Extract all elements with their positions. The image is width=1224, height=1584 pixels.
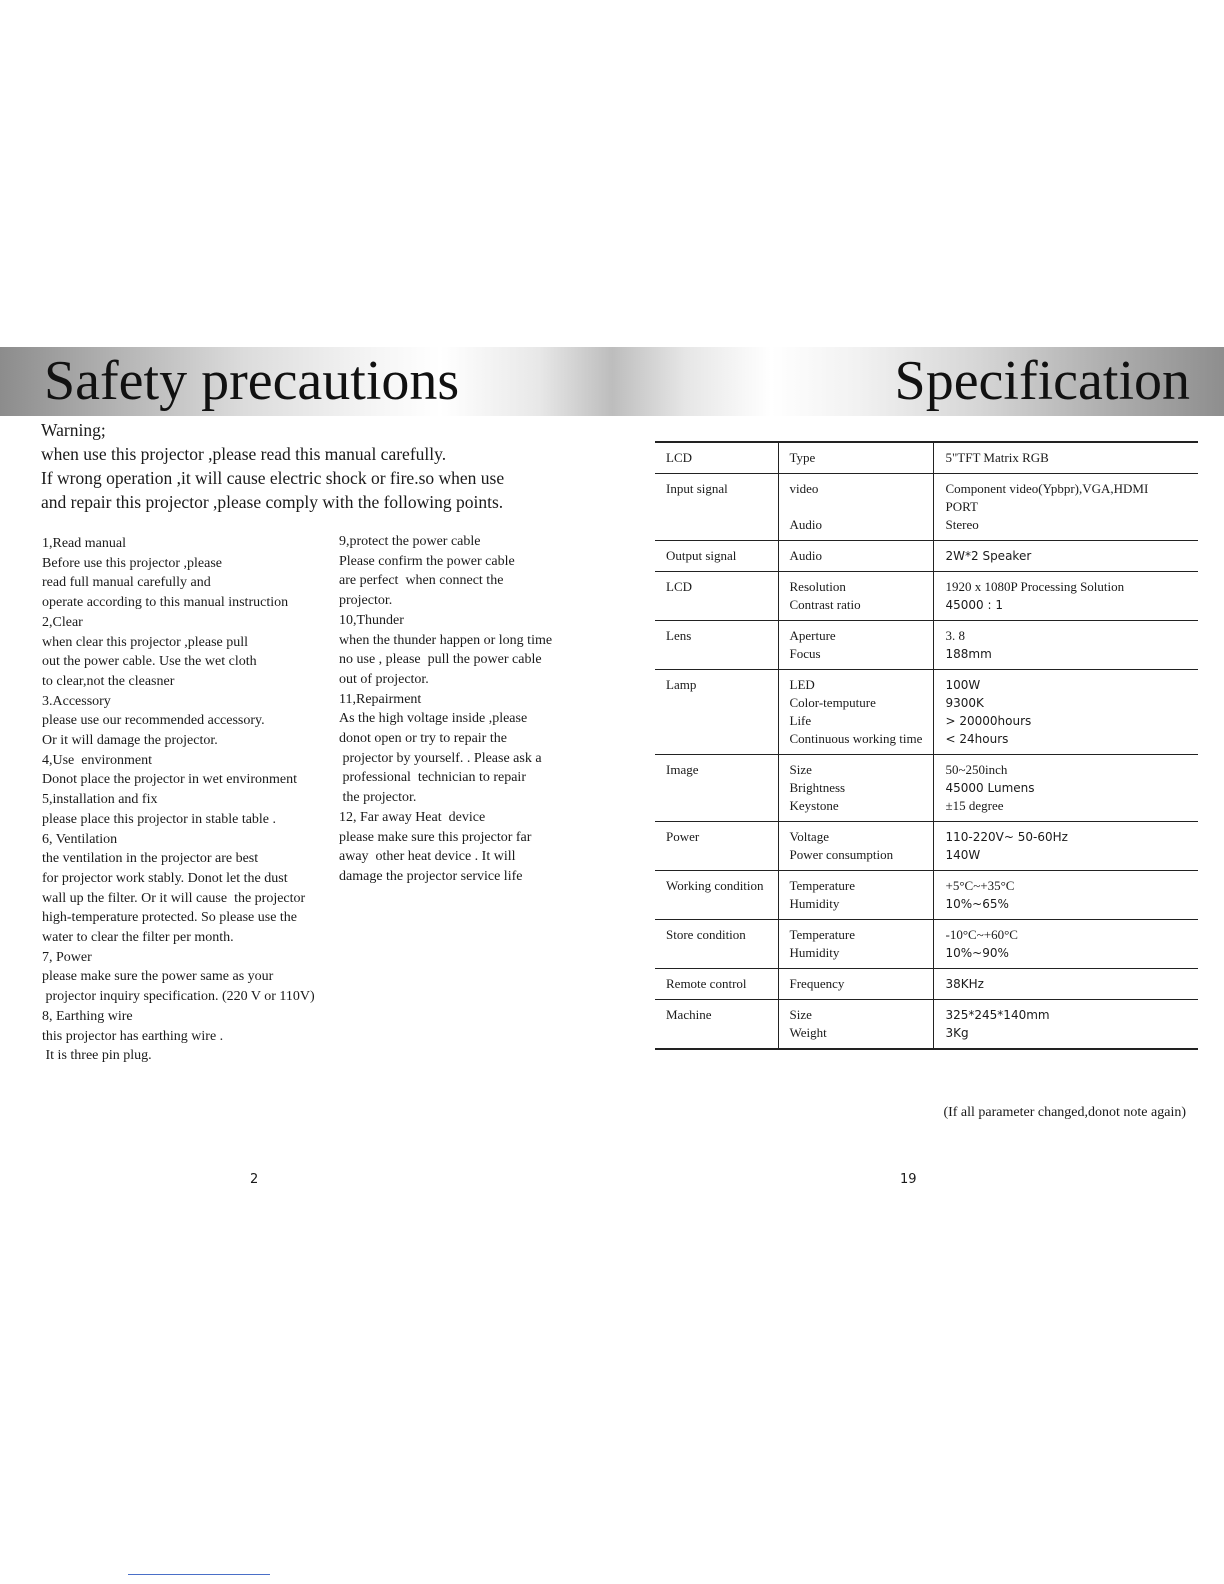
spec-category: Input signal <box>655 474 778 541</box>
precaution-line: 12, Far away Heat device <box>339 809 486 825</box>
precaution-line: As the high voltage inside ,please <box>339 711 528 727</box>
spec-items <box>778 670 933 755</box>
spec-item: Power consumption <box>789 847 894 862</box>
precaution-line: projector inquiry specification. (220 V or 110V) <box>42 989 315 1005</box>
precaution-line: It is three pin plug. <box>42 1048 152 1064</box>
spec-value: ±15 degree <box>945 798 1004 813</box>
spec-value: 325*245*140mm <box>945 1008 1050 1022</box>
spec-row <box>655 670 1198 755</box>
precautions-column-2 <box>339 532 552 887</box>
precaution-line: out the power cable. Use the wet cloth <box>42 654 257 670</box>
precaution-line: projector. <box>339 593 393 609</box>
spec-item: Keystone <box>789 798 839 813</box>
precaution-line: Please confirm the power cable <box>339 553 515 569</box>
spec-values <box>933 442 1198 474</box>
spec-row <box>655 442 1198 474</box>
spec-items <box>778 822 933 871</box>
spec-items <box>778 969 933 1000</box>
spec-item: Color-temputure <box>789 695 876 710</box>
spec-row <box>655 755 1198 822</box>
spec-item: Size <box>789 762 812 777</box>
spec-row <box>655 621 1198 670</box>
precaution-line: 1,Read manual <box>42 536 126 551</box>
spec-value: 110-220V~ 50-60Hz <box>945 830 1068 844</box>
spec-item: LED <box>789 677 815 692</box>
bottom-rule <box>128 1574 270 1575</box>
spec-item: Type <box>789 450 816 465</box>
spec-item: Focus <box>789 646 821 661</box>
spec-value: 10%~90% <box>945 946 1009 960</box>
precaution-line: high-temperature protected. So please use the <box>42 910 298 926</box>
intro-line: If wrong operation ,it will cause electric shock or fire.so when use <box>41 468 505 488</box>
spec-category: LCD <box>655 442 778 474</box>
spec-value: 2W*2 Speaker <box>945 549 1032 563</box>
spec-value: 9300K <box>945 696 984 710</box>
spec-item: Brightness <box>789 780 846 795</box>
spec-value: -10°C~+60°C <box>945 927 1018 942</box>
spec-value: 10%~65% <box>945 897 1009 911</box>
spec-value: < 24hours <box>945 732 1009 746</box>
title-banner <box>0 347 1224 416</box>
spec-note: (If all parameter changed,donot note again) <box>943 1105 1186 1120</box>
precaution-line: operate according to this manual instruction <box>42 595 289 611</box>
spec-category: Lamp <box>655 670 778 755</box>
spec-items <box>778 621 933 670</box>
precaution-line: 2,Clear <box>42 614 83 630</box>
spec-item: Size <box>789 1007 812 1022</box>
spec-value: 45000 Lumens <box>945 781 1035 795</box>
spec-value: 140W <box>945 848 981 862</box>
spec-values <box>933 621 1198 670</box>
precaution-line: donot open or try to repair the <box>339 731 507 747</box>
spec-items <box>778 871 933 920</box>
spec-items <box>778 572 933 621</box>
precaution-line: please use our recommended accessory. <box>42 713 265 729</box>
warning-intro <box>41 418 504 514</box>
precaution-line: 3.Accessory <box>42 693 111 709</box>
page-number-left: 2 <box>250 1172 259 1187</box>
spec-item: Life <box>789 713 812 728</box>
precaution-line: for projector work stably. Donot let the dust <box>42 870 288 886</box>
precautions-column-1 <box>42 534 315 1066</box>
spec-values <box>933 474 1198 541</box>
precaution-line: Donot place the projector in wet environment <box>42 772 298 788</box>
precaution-line: 6, Ventilation <box>42 831 118 847</box>
precaution-line: 5,installation and fix <box>42 792 158 808</box>
precaution-line: water to clear the filter per month. <box>42 930 234 946</box>
spec-item: Aperture <box>789 628 836 643</box>
spec-row <box>655 822 1198 871</box>
precaution-line: please make sure the power same as your <box>42 969 274 985</box>
precaution-line: the ventilation in the projector are best <box>42 851 259 867</box>
precaution-line: 7, Power <box>42 949 92 965</box>
spec-item: Frequency <box>789 976 845 991</box>
precaution-line: no use , please pull the power cable <box>339 652 542 668</box>
spec-value: > 20000hours <box>945 714 1032 728</box>
spec-item: Audio <box>789 517 822 532</box>
spec-values <box>933 871 1198 920</box>
spec-values <box>933 541 1198 572</box>
spec-item: Weight <box>789 1025 827 1040</box>
spec-values <box>933 920 1198 969</box>
precaution-line: damage the projector service life <box>339 868 523 884</box>
spec-value: 45000 : 1 <box>945 598 1003 612</box>
precaution-line: out of projector. <box>339 671 429 687</box>
spec-category: Working condition <box>655 871 778 920</box>
spec-items <box>778 755 933 822</box>
precaution-line: 9,protect the power cable <box>339 534 481 549</box>
spec-item: Audio <box>789 548 822 563</box>
spec-item: Resolution <box>789 579 846 594</box>
spec-value: 3Kg <box>945 1026 969 1040</box>
spec-row <box>655 920 1198 969</box>
spec-value: 100W <box>945 678 981 692</box>
spec-row <box>655 969 1198 1000</box>
precaution-line: 4,Use environment <box>42 752 153 768</box>
precaution-line: to clear,not the cleasner <box>42 673 175 689</box>
spec-row <box>655 1000 1198 1050</box>
spec-items <box>778 920 933 969</box>
spec-value: PORT <box>945 499 978 514</box>
spec-items <box>778 442 933 474</box>
spec-category: Lens <box>655 621 778 670</box>
spec-item: Humidity <box>789 896 840 911</box>
spec-category: Image <box>655 755 778 822</box>
precaution-line: wall up the filter. Or it will cause the projector <box>42 890 306 906</box>
spec-value: 5"TFT Matrix RGB <box>945 450 1049 465</box>
spec-item: Voltage <box>789 829 829 844</box>
specification-table <box>655 441 1198 1050</box>
page-title-safety: Safety precautions <box>44 350 460 412</box>
precaution-line: please place this projector in stable table . <box>42 811 277 827</box>
precaution-line: 11,Repairment <box>339 691 422 707</box>
spec-values <box>933 1000 1198 1050</box>
spec-category: Store condition <box>655 920 778 969</box>
spec-value: Stereo <box>945 517 979 532</box>
spec-item: Continuous working time <box>789 731 923 746</box>
precaution-line: the projector. <box>339 790 417 806</box>
spec-row <box>655 572 1198 621</box>
precaution-line: read full manual carefully and <box>42 575 211 591</box>
spec-category: Remote control <box>655 969 778 1000</box>
precaution-line: 8, Earthing wire <box>42 1008 133 1024</box>
spec-item: Contrast ratio <box>789 597 861 612</box>
spec-item <box>790 498 933 516</box>
precaution-line: when clear this projector ,please pull <box>42 634 249 650</box>
precaution-line: professional technician to repair <box>339 770 526 786</box>
spec-category: Power <box>655 822 778 871</box>
precaution-line: 10,Thunder <box>339 612 404 628</box>
intro-line: when use this projector ,please read this manual carefully. <box>41 444 447 464</box>
spec-values <box>933 670 1198 755</box>
intro-line: and repair this projector ,please comply with the following points. <box>41 492 504 512</box>
spec-items <box>778 474 933 541</box>
spec-value: 1920 x 1080P Processing Solution <box>945 579 1125 594</box>
spec-values <box>933 572 1198 621</box>
precaution-line: are perfect when connect the <box>339 573 504 589</box>
spec-value: 3. 8 <box>945 628 965 643</box>
precaution-line: this projector has earthing wire . <box>42 1028 224 1044</box>
page-number-right: 19 <box>900 1172 917 1187</box>
spec-item: Temperature <box>789 878 855 893</box>
spec-values <box>933 755 1198 822</box>
spec-row <box>655 871 1198 920</box>
spec-category: Output signal <box>655 541 778 572</box>
spec-value: 50~250inch <box>945 762 1008 777</box>
precaution-line: Before use this projector ,please <box>42 555 222 571</box>
precaution-line: projector by yourself. . Please ask a <box>339 750 542 766</box>
spec-item: video <box>789 481 819 496</box>
precaution-line: when the thunder happen or long time <box>339 632 553 648</box>
spec-category: LCD <box>655 572 778 621</box>
spec-value: 38KHz <box>945 977 984 991</box>
spec-value: Component video(Ypbpr),VGA,HDMI <box>945 481 1149 496</box>
spec-items <box>778 541 933 572</box>
page-title-specification: Specification <box>894 350 1190 412</box>
spec-values <box>933 969 1198 1000</box>
spec-items <box>778 1000 933 1050</box>
precaution-line: Or it will damage the projector. <box>42 733 218 749</box>
spec-item: Humidity <box>789 945 840 960</box>
precaution-line: away other heat device . It will <box>339 849 516 865</box>
spec-row <box>655 541 1198 572</box>
spec-row <box>655 474 1198 541</box>
precaution-line: please make sure this projector far <box>339 829 532 845</box>
spec-values <box>933 822 1198 871</box>
spec-value: 188mm <box>945 647 992 661</box>
spec-category: Machine <box>655 1000 778 1050</box>
spec-value: +5°C~+35°C <box>945 878 1015 893</box>
intro-line: Warning; <box>41 420 106 440</box>
spec-item: Temperature <box>789 927 855 942</box>
